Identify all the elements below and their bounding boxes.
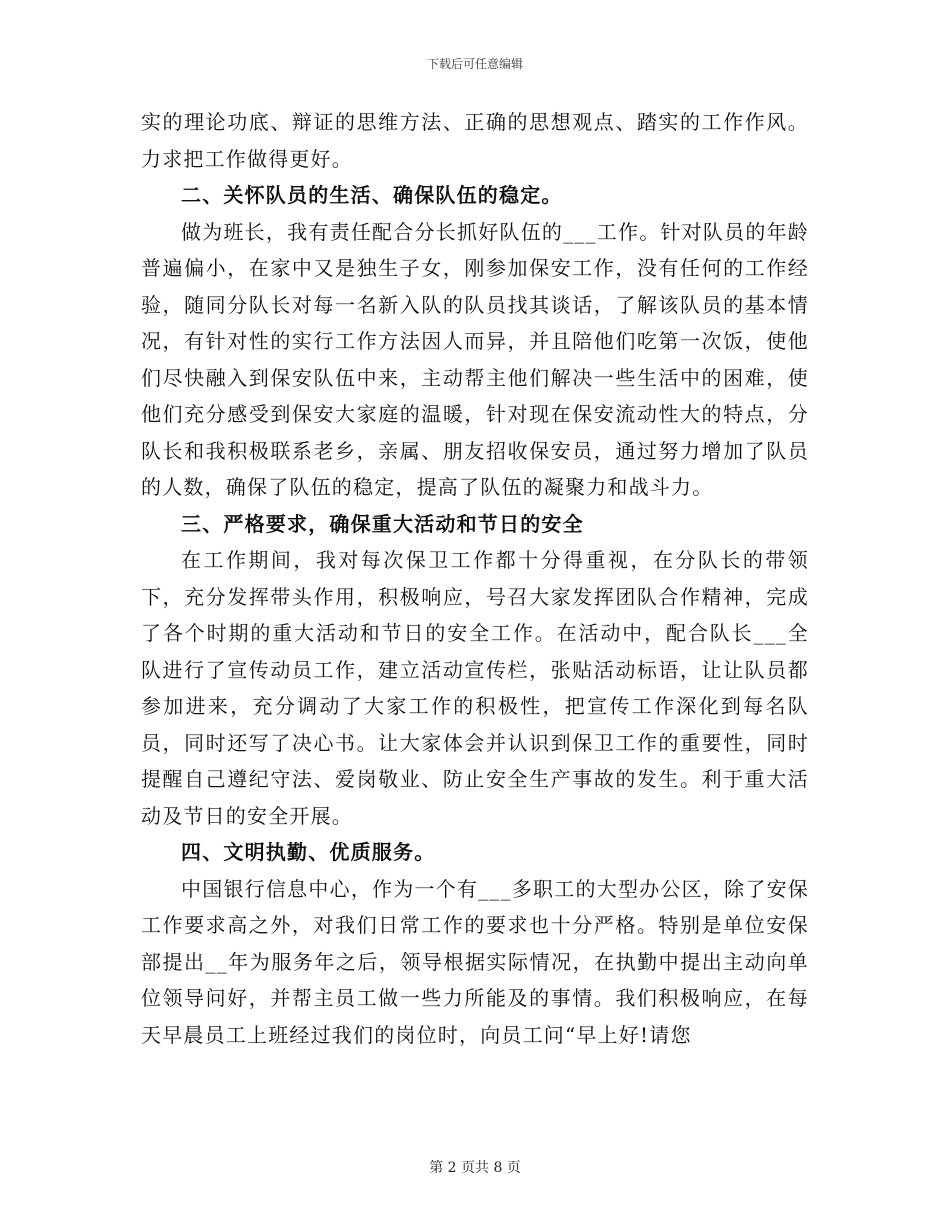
page-header: 下载后可任意编辑 bbox=[426, 57, 523, 71]
paragraph-section-4: 中国银行信息中心，作为一个有___多职工的大型办公区，除了安保工作要求高之外，对我们日常工作的要求也十分严格。特别是单位安保部提出__年为服务年之后，领导根据实际情况，在执勤中提出主动向单位领导问好，并帮主员工做一些力所能及的事情。我们积极响应，在每天早晨员工上班经过我们的岗位时，向员工问“早上好!请您 bbox=[141, 876, 809, 1047]
paragraph-section-3: 在工作期间，我对每次保卫工作都十分得重视，在分队长的带领下，充分发挥带头作用，积极响应，号召大家发挥团队合作精神，完成了各个时期的重大活动和节日的安全工作。在活动中，配合队长___全队进行了宣传动员工作，建立活动宣传栏，张贴活动标语，让让队员都参加进来，充分调动了大家工作的积极性，把宣传工作深化到每名队员，同时还写了决心书。让大家体会并认识到保卫工作的重要性，同时提醒自己遵纪守法、爱岗敬业、防止安全生产事故的发生。利于重大活动及节日的安全开展。 bbox=[141, 548, 809, 828]
section-heading-4: 四、文明执勤、优质服务。 bbox=[181, 840, 436, 864]
document-body bbox=[141, 104, 809, 1053]
paragraph-continuation: 实的理论功底、辩证的思维方法、正确的思想观点、踏实的工作作风。力求把工作做得更好。 bbox=[141, 110, 809, 171]
section-heading-3: 三、严格要求，确保重大活动和节日的安全 bbox=[181, 511, 584, 536]
page-footer: 第 2 页共 8 页 bbox=[429, 1160, 521, 1176]
paragraph-section-2: 做为班长，我有责任配合分长抓好队伍的___工作。针对队员的年龄普遍偏小，在家中又是独生子女，刚参加保安工作，没有任何的工作经验，随同分队长对每一名新入队的队员找其谈话，了解该队员的基本情况，有针对性的实行工作方法因人而异，并且陪他们吃第一次饭，使他们尽快融入到保安队伍中来，主动帮主他们解决一些生活中的困难，使他们充分感受到保安大家庭的温暖，针对现在保安流动性大的特点，分队长和我积极联系老乡，亲属、朋友招收保安员，通过努力增加了队员的人数，确保了队伍的稳定，提高了队伍的凝聚力和战斗力。 bbox=[141, 219, 809, 499]
section-heading-2: 二、关怀队员的生活、确保队伍的稳定。 bbox=[181, 183, 563, 207]
